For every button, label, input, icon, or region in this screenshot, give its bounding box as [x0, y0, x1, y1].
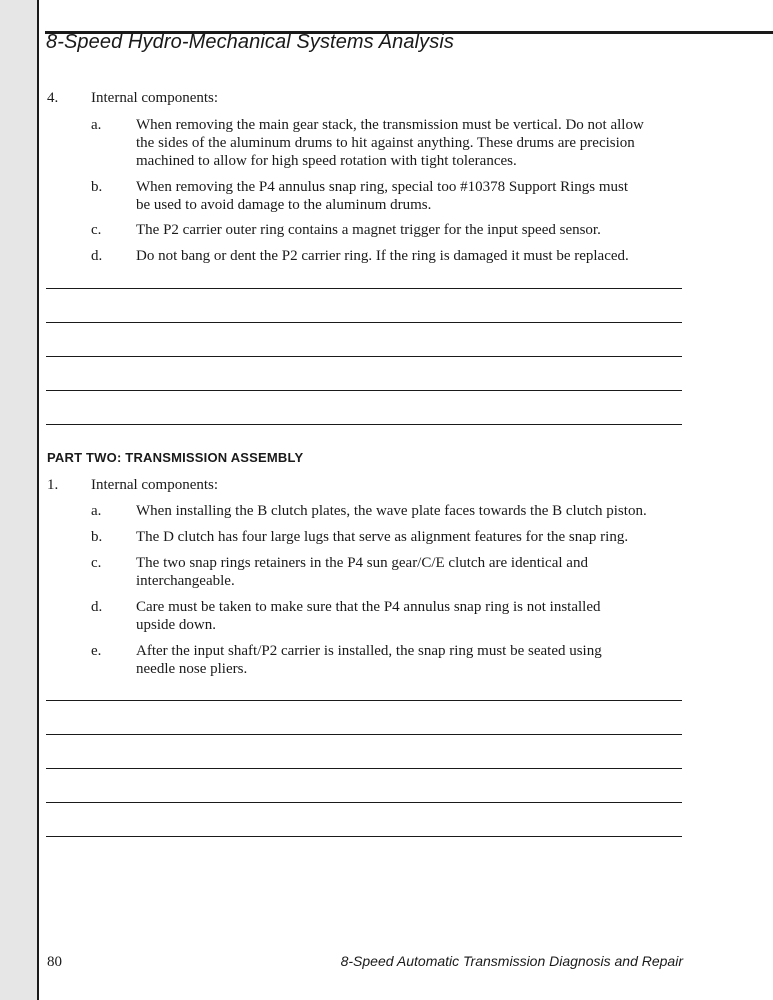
text-line: When installing the B clutch plates, the wave plate faces towards the B clutch piston.	[136, 503, 647, 519]
text-line: the sides of the aluminum drums to hit against anything. These drums are precision	[136, 135, 635, 151]
list-item-text	[136, 247, 691, 265]
list-item-letter: c.	[91, 222, 102, 238]
list-item-letter: c.	[91, 555, 102, 571]
section-label: Internal components:	[91, 90, 219, 106]
text-line: machined to allow for high speed rotation with tight tolerances.	[136, 153, 517, 169]
list-item-text	[136, 502, 691, 520]
part-heading: PART TWO: TRANSMISSION ASSEMBLY	[47, 450, 304, 465]
section-number: 4.	[47, 90, 59, 106]
text-line: The two snap rings retainers in the P4 sun gear/C/E clutch are identical and	[136, 555, 588, 571]
note-line	[46, 322, 682, 323]
list-item-text	[136, 221, 691, 239]
list-item-letter: b.	[91, 529, 103, 545]
section-number: 1.	[47, 477, 59, 493]
list-item-letter: e.	[91, 643, 102, 659]
list-item-letter: d.	[91, 248, 103, 264]
text-line: When removing the main gear stack, the transmission must be vertical. Do not allow	[136, 117, 644, 133]
note-line	[46, 836, 682, 837]
note-line	[46, 802, 682, 803]
footer-book-title: 8-Speed Automatic Transmission Diagnosis and Repair	[340, 953, 683, 969]
text-line: When removing the P4 annulus snap ring, special too #10378 Support Rings must	[136, 179, 629, 195]
text-line: After the input shaft/P2 carrier is installed, the snap ring must be seated using	[136, 643, 602, 659]
list-item-text	[136, 642, 691, 678]
list-item-letter: d.	[91, 599, 103, 615]
text-line: upside down.	[136, 617, 216, 633]
page-number: 80	[47, 954, 62, 970]
section-label: Internal components:	[91, 477, 219, 493]
text-line: Do not bang or dent the P2 carrier ring. If the ring is damaged it must be replaced.	[136, 248, 629, 264]
text-line: The P2 carrier outer ring contains a magnet trigger for the input speed sensor.	[136, 222, 601, 238]
note-line	[46, 768, 682, 769]
text-line: needle nose pliers.	[136, 661, 248, 677]
list-item-text	[136, 554, 691, 590]
note-line	[46, 734, 682, 735]
note-line	[46, 356, 682, 357]
list-item-letter: b.	[91, 179, 103, 195]
list-item-text	[136, 598, 691, 634]
note-line	[46, 700, 682, 701]
note-line	[46, 390, 682, 391]
text-line: Care must be taken to make sure that the P4 annulus snap ring is not installed	[136, 599, 601, 615]
list-item-text	[136, 528, 691, 546]
text-line: The D clutch has four large lugs that serve as alignment features for the snap ring.	[136, 529, 629, 545]
list-item-letter: a.	[91, 117, 102, 133]
list-item-text	[136, 178, 691, 214]
list-item-text	[136, 116, 691, 170]
left-margin-band	[0, 0, 39, 1000]
text-line: interchangeable.	[136, 573, 235, 589]
note-line	[46, 424, 682, 425]
page-title: 8-Speed Hydro-Mechanical Systems Analysis	[46, 31, 454, 53]
list-item-letter: a.	[91, 503, 102, 519]
note-line	[46, 288, 682, 289]
text-line: be used to avoid damage to the aluminum drums.	[136, 197, 432, 213]
